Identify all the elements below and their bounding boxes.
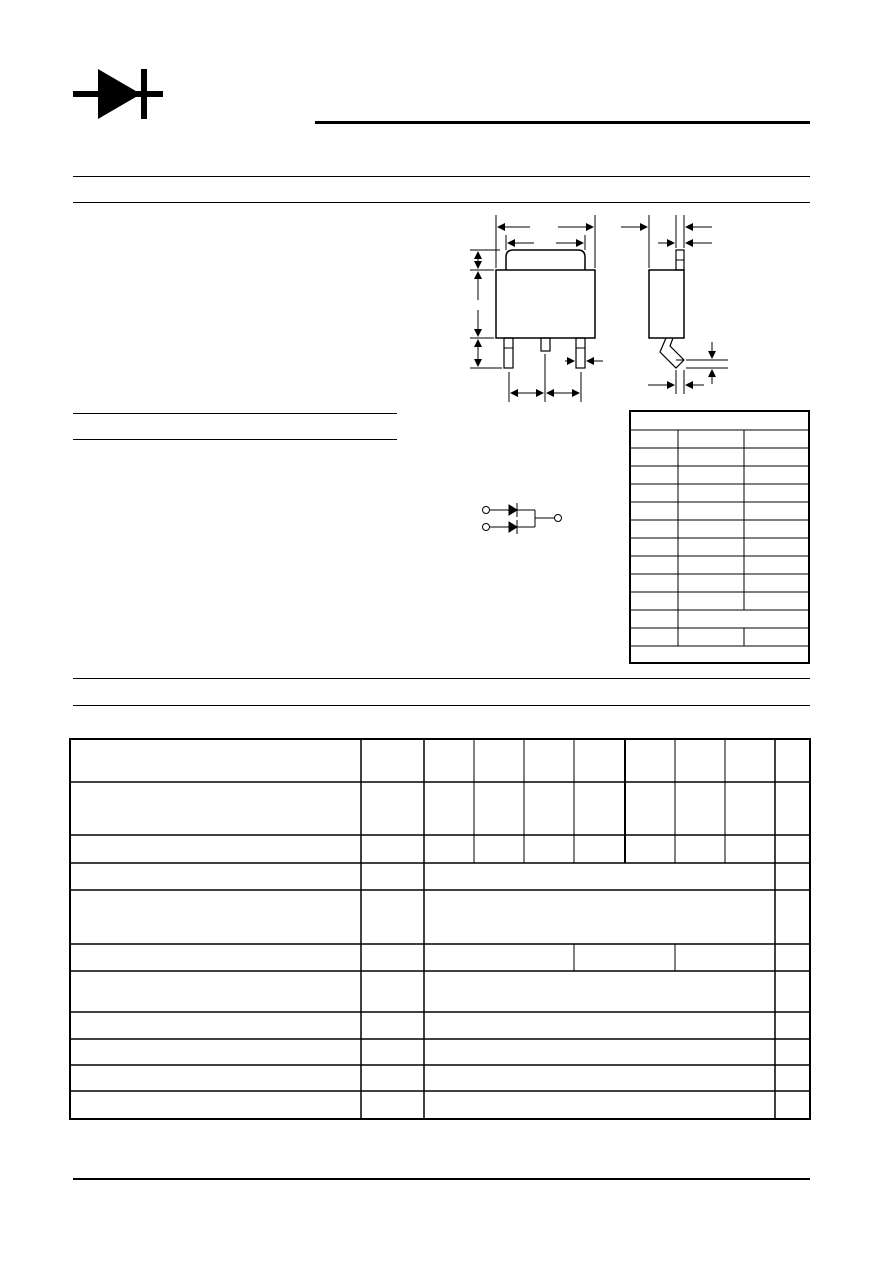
title-rule [315,121,810,124]
dimensions-table [629,410,810,664]
ratings-table [69,738,811,1120]
section-rule-3b [73,705,810,706]
section-rule-2b [73,439,397,440]
section-rule-2a [73,413,397,414]
section-rule-1b [73,202,810,203]
logo [73,69,163,119]
section-rule-1a [73,176,810,177]
footer-rule [73,1178,810,1180]
section-rule-3a [73,678,810,679]
